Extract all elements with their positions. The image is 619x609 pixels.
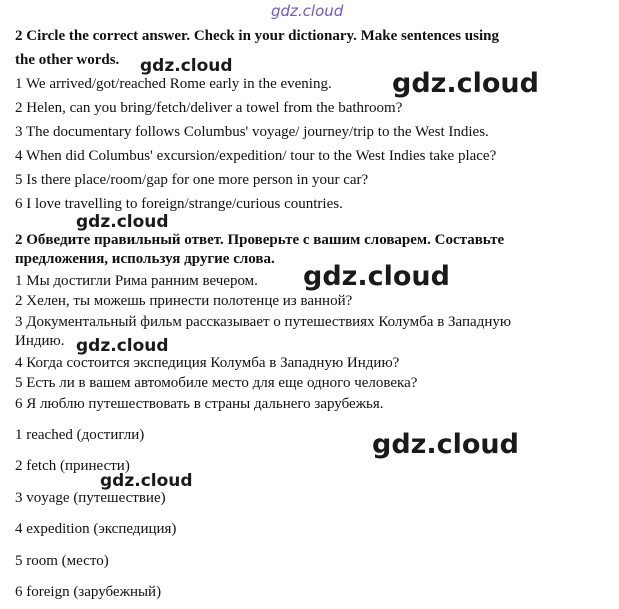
watermark-3: gdz.cloud <box>76 212 169 232</box>
watermark-4: gdz.cloud <box>303 261 450 292</box>
answer-5: 5 room (место) <box>15 553 109 569</box>
task-en-heading-line-1: 2 Circle the correct answer. Check in your dictionary. Make sentences using <box>15 28 499 44</box>
task-ru-item-2: 2 Хелен, ты можешь принести полотенце из ванной? <box>15 293 353 309</box>
watermark-6: gdz.cloud <box>372 429 519 460</box>
answer-4: 4 expedition (экспедиция) <box>15 521 177 537</box>
task-en-item-1: 1 We arrived/got/reached Rome early in the evening. <box>15 76 332 92</box>
task-ru-item-6: 6 Я люблю путешествовать в страны дальнего зарубежья. <box>15 396 384 412</box>
task-en-item-6: 6 I love travelling to foreign/strange/curious countries. <box>15 196 343 212</box>
task-ru-heading-line-1: 2 Обведите правильный ответ. Проверьте с вашим словарем. Составьте <box>15 232 505 248</box>
task-ru-heading-line-2: предложения, используя другие слова. <box>15 251 275 267</box>
task-ru-item-1: 1 Мы достигли Рима ранним вечером. <box>15 273 258 289</box>
task-ru-item-3: 3 Документальный фильм рассказывает о путешествиях Колумба в Западную <box>15 314 512 330</box>
watermark-top: gdz.cloud <box>271 2 344 20</box>
task-ru-item-4: 4 Когда состоится экспедиция Колумба в Западную Индию? <box>15 355 400 371</box>
task-ru-item-5: 5 Есть ли в вашем автомобиле место для еще одного человека? <box>15 375 418 391</box>
answer-6: 6 foreign (зарубежный) <box>15 584 162 600</box>
answer-3: 3 voyage (путешествие) <box>15 490 166 506</box>
task-ru-item-3-continued: Индию. <box>15 333 65 349</box>
task-en-item-4: 4 When did Columbus' excursion/expedition/ tour to the West Indies take place? <box>15 148 497 164</box>
watermark-5: gdz.cloud <box>76 336 169 356</box>
task-en-item-5: 5 Is there place/room/gap for one more person in your car? <box>15 172 369 188</box>
answer-1: 1 reached (достигли) <box>15 427 145 443</box>
task-en-item-2: 2 Helen, can you bring/fetch/deliver a towel from the bathroom? <box>15 100 403 116</box>
watermark-2: gdz.cloud <box>392 68 539 99</box>
watermark-7: gdz.cloud <box>100 471 193 491</box>
task-en-heading-line-2: the other words. <box>15 52 120 68</box>
task-en-item-3: 3 The documentary follows Columbus' voyage/ journey/trip to the West Indies. <box>15 124 489 140</box>
answer-2: 2 fetch (принести) <box>15 458 130 474</box>
watermark-1: gdz.cloud <box>140 56 233 76</box>
